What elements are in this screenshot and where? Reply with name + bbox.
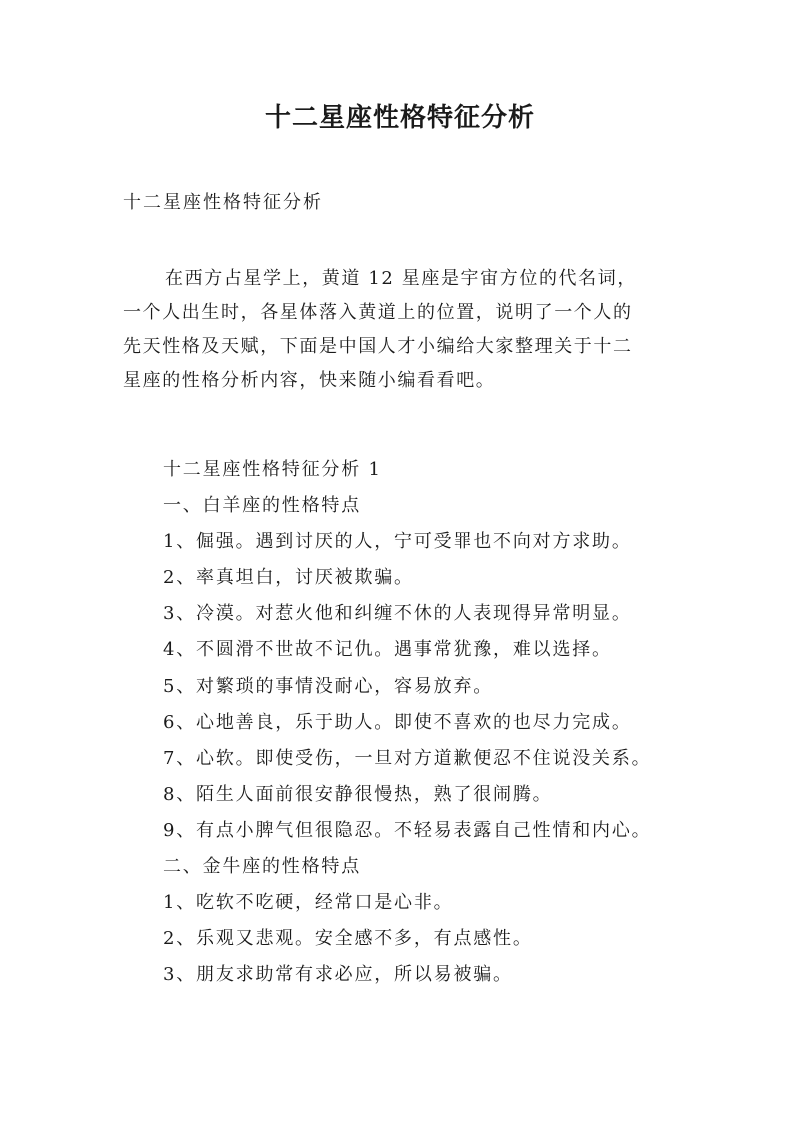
list-item: 3、冷漠。对惹火他和纠缠不休的人表现得异常明显。 (163, 603, 632, 625)
list-item: 5、对繁琐的事情没耐心，容易放弃。 (163, 675, 494, 697)
intro-line: 先天性格及天赋，下面是中国人才小编给大家整理关于十二 (123, 336, 633, 357)
list-item: 8、陌生人面前很安静很慢热，熟了很闹腾。 (163, 783, 553, 805)
list-item: 9、有点小脾气但很隐忍。不轻易表露自己性情和内心。 (163, 819, 652, 841)
intro-paragraph (123, 262, 693, 398)
section-body (163, 452, 651, 993)
document-subtitle: 十二星座性格特征分析 (123, 192, 323, 213)
taurus-heading: 二、金牛座的性格特点 (163, 856, 361, 878)
aries-heading: 一、白羊座的性格特点 (163, 495, 361, 517)
document-title: 十二星座性格特征分析 (264, 103, 535, 133)
list-item: 2、乐观又悲观。安全感不多，有点感性。 (163, 928, 533, 950)
section-heading: 十二星座性格特征分析 1 (163, 459, 382, 480)
intro-line: 星座的性格分析内容，快来随小编看看吧。 (123, 370, 496, 391)
list-item: 1、倔强。遇到讨厌的人，宁可受罪也不向对方求助。 (163, 531, 632, 553)
list-item: 1、吃软不吃硬，经常口是心非。 (163, 892, 454, 914)
list-item: 2、率真坦白，讨厌被欺骗。 (163, 567, 414, 589)
intro-line: 在西方占星学上，黄道 12 星座是宇宙方位的代名词， (165, 268, 637, 289)
list-item: 7、心软。即使受伤，一旦对方道歉便忍不住说没关系。 (163, 747, 652, 769)
list-item: 6、心地善良，乐于助人。即使不喜欢的也尽力完成。 (163, 711, 632, 733)
list-item: 4、不圆滑不世故不记仇。遇事常犹豫，难以选择。 (163, 639, 612, 661)
list-item: 3、朋友求助常有求必应，所以易被骗。 (163, 964, 513, 986)
intro-line: 一个人出生时，各星体落入黄道上的位置，说明了一个人的 (123, 302, 633, 323)
